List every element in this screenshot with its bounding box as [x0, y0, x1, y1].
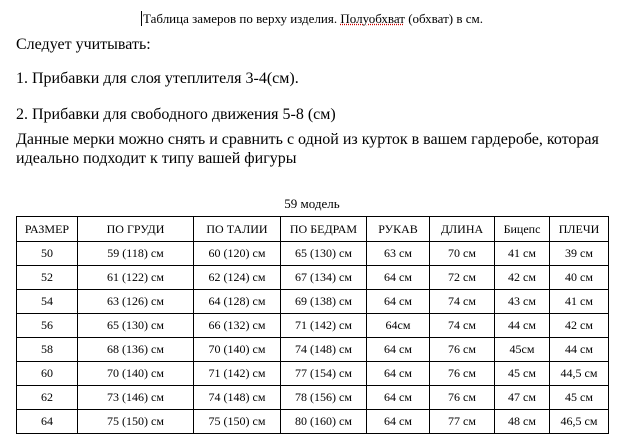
- model-label: 59 модель: [284, 196, 340, 211]
- cell-waist: 64 (128) см: [194, 290, 281, 314]
- cell-waist: 66 (132) см: [194, 314, 281, 338]
- cell-sleeve: 64 см: [367, 386, 430, 410]
- cell-size: 56: [17, 314, 78, 338]
- cell-shoulders: 44,5 см: [550, 362, 609, 386]
- cell-chest: 73 (146) см: [78, 386, 194, 410]
- cell-chest: 70 (140) см: [78, 362, 194, 386]
- cell-bicep: 48 см: [495, 410, 550, 434]
- rule-movement: 2. Прибавки для свободного движения 5-8 (см): [16, 106, 336, 123]
- cell-size: 54: [17, 290, 78, 314]
- cell-sleeve: 63 см: [367, 242, 430, 266]
- cell-shoulders: 40 см: [550, 266, 609, 290]
- cell-sleeve: 64 см: [367, 338, 430, 362]
- cell-length: 76 см: [430, 362, 495, 386]
- cell-hips: 69 (138) см: [281, 290, 367, 314]
- cell-sleeve: 64 см: [367, 266, 430, 290]
- cell-hips: 74 (148) см: [281, 338, 367, 362]
- title-prefix: Таблица замеров по верху изделия.: [143, 11, 341, 26]
- header-hips: ПО БЕДРАМ: [281, 217, 367, 242]
- header-size: РАЗМЕР: [17, 217, 78, 242]
- cell-bicep: 45 см: [495, 362, 550, 386]
- table-row: [17, 314, 609, 338]
- cell-size: 58: [17, 338, 78, 362]
- advice-line-1: Данные мерки можно снять и сравнить с одной из курток в вашем гардеробе, которая: [16, 131, 599, 148]
- cell-chest: 61 (122) см: [78, 266, 194, 290]
- cell-length: 77 см: [430, 410, 495, 434]
- cell-chest: 68 (136) см: [78, 338, 194, 362]
- size-table: [16, 216, 609, 434]
- cell-length: 72 см: [430, 266, 495, 290]
- cell-size: 62: [17, 386, 78, 410]
- document-title: [0, 11, 624, 27]
- cell-shoulders: 41 см: [550, 290, 609, 314]
- cell-bicep: 47 см: [495, 386, 550, 410]
- cell-hips: 78 (156) см: [281, 386, 367, 410]
- cell-shoulders: 45 см: [550, 386, 609, 410]
- cell-waist: 60 (120) см: [194, 242, 281, 266]
- cell-size: 50: [17, 242, 78, 266]
- cell-sleeve: 64 см: [367, 410, 430, 434]
- header-sleeve: РУКАВ: [367, 217, 430, 242]
- cell-length: 76 см: [430, 386, 495, 410]
- header-shoulders: ПЛЕЧИ: [550, 217, 609, 242]
- title-suffix: (обхват) в см.: [404, 11, 483, 26]
- cell-hips: 67 (134) см: [281, 266, 367, 290]
- cell-hips: 80 (160) см: [281, 410, 367, 434]
- cell-chest: 75 (150) см: [78, 410, 194, 434]
- header-length: ДЛИНА: [430, 217, 495, 242]
- header-waist: ПО ТАЛИИ: [194, 217, 281, 242]
- cell-shoulders: 42 см: [550, 314, 609, 338]
- cell-hips: 77 (154) см: [281, 362, 367, 386]
- cell-size: 60: [17, 362, 78, 386]
- cell-shoulders: 44 см: [550, 338, 609, 362]
- title-underlined-word: Полуобхват: [340, 11, 405, 26]
- cell-waist: 74 (148) см: [194, 386, 281, 410]
- table-row: [17, 266, 609, 290]
- cell-bicep: 43 см: [495, 290, 550, 314]
- cell-sleeve: 64см: [367, 314, 430, 338]
- cell-size: 52: [17, 266, 78, 290]
- cell-hips: 71 (142) см: [281, 314, 367, 338]
- header-chest: ПО ГРУДИ: [78, 217, 194, 242]
- rule-insulation: 1. Прибавки для слоя утеплителя 3-4(см).: [16, 70, 299, 87]
- cell-length: 70 см: [430, 242, 495, 266]
- cell-chest: 65 (130) см: [78, 314, 194, 338]
- cell-waist: 70 (140) см: [194, 338, 281, 362]
- table-row: [17, 338, 609, 362]
- table-row: [17, 362, 609, 386]
- cell-length: 76 см: [430, 338, 495, 362]
- cell-waist: 71 (142) см: [194, 362, 281, 386]
- cell-shoulders: 46,5 см: [550, 410, 609, 434]
- cell-size: 64: [17, 410, 78, 434]
- table-row: [17, 290, 609, 314]
- advice-line-2: идеально подходит к типу вашей фигуры: [16, 150, 297, 167]
- cell-shoulders: 39 см: [550, 242, 609, 266]
- text-cursor: [141, 11, 142, 26]
- table-row: [17, 410, 609, 434]
- cell-sleeve: 64 см: [367, 362, 430, 386]
- header-bicep: Бицепс: [495, 217, 550, 242]
- cell-waist: 75 (150) см: [194, 410, 281, 434]
- cell-bicep: 42 см: [495, 266, 550, 290]
- cell-bicep: 44 см: [495, 314, 550, 338]
- table-row: [17, 386, 609, 410]
- cell-chest: 63 (126) см: [78, 290, 194, 314]
- cell-sleeve: 64 см: [367, 290, 430, 314]
- cell-chest: 59 (118) см: [78, 242, 194, 266]
- cell-bicep: 45см: [495, 338, 550, 362]
- table-header-row: [17, 217, 609, 242]
- cell-hips: 65 (130) см: [281, 242, 367, 266]
- cell-length: 74 см: [430, 290, 495, 314]
- table-row: [17, 242, 609, 266]
- cell-bicep: 41 см: [495, 242, 550, 266]
- cell-waist: 62 (124) см: [194, 266, 281, 290]
- cell-length: 74 см: [430, 314, 495, 338]
- note-heading: Следует учитывать:: [16, 36, 151, 53]
